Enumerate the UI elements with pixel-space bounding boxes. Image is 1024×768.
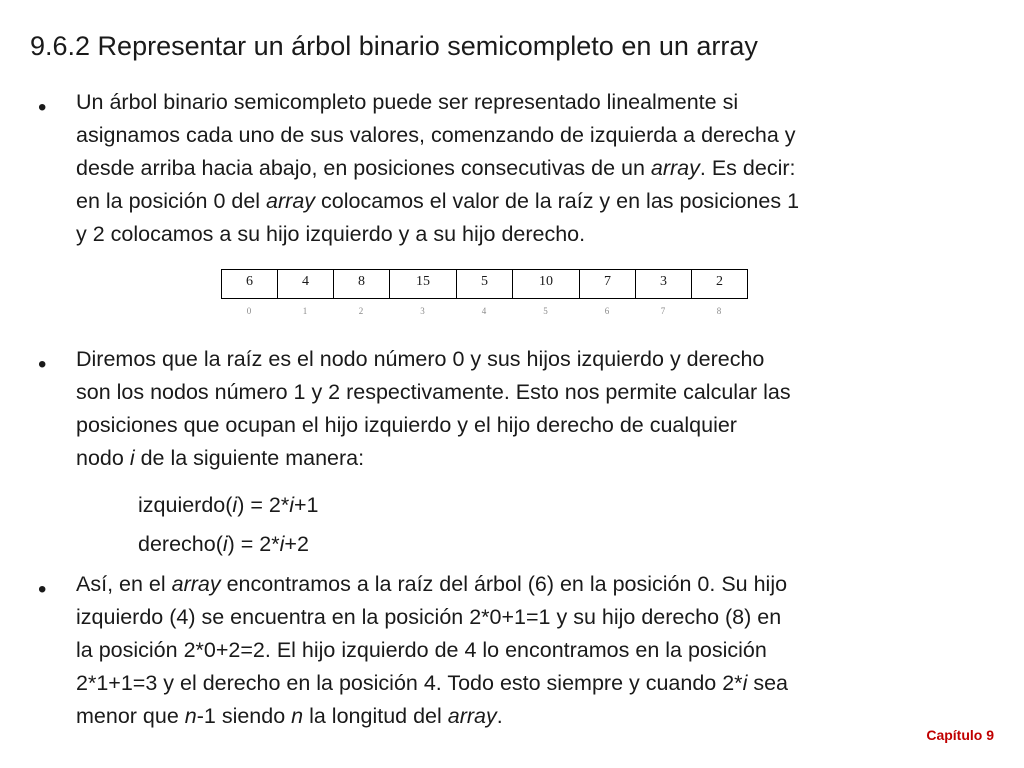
array-index: 1 bbox=[302, 306, 308, 316]
array-index: 7 bbox=[660, 306, 666, 316]
array-cell: 8 bbox=[334, 270, 390, 299]
array-cell: 15 bbox=[390, 270, 457, 299]
bullet-2: • bbox=[38, 351, 47, 378]
slide-title: 9.6.2 Representar un árbol binario semicompleto en un array bbox=[30, 31, 758, 61]
text-line: menor que n-1 siendo n la longitud del array. bbox=[76, 704, 503, 728]
array-cell: 6 bbox=[222, 270, 278, 299]
array-cell: 4 bbox=[278, 270, 334, 299]
array-index: 0 bbox=[246, 306, 252, 316]
text-line: y 2 colocamos a su hijo izquierdo y a su hijo derecho. bbox=[76, 222, 586, 246]
array-index: 4 bbox=[481, 306, 487, 316]
text-line: Diremos que la raíz es el nodo número 0 y sus hijos izquierdo y derecho bbox=[76, 347, 765, 371]
paragraph-1 bbox=[76, 86, 956, 251]
text-line: 2*1+1=3 y el derecho en la posición 4. Todo esto siempre y cuando 2*i sea bbox=[76, 671, 788, 695]
formula-right-child: derecho(i) = 2*i+2 bbox=[138, 532, 309, 556]
array-cell: 3 bbox=[636, 270, 692, 299]
text-line: nodo i de la siguiente manera: bbox=[76, 446, 365, 470]
array-diagram bbox=[221, 269, 748, 299]
array-cell: 10 bbox=[513, 270, 580, 299]
bullet-3: • bbox=[38, 576, 47, 603]
text-line: Un árbol binario semicompleto puede ser representado linealmente si bbox=[76, 90, 739, 114]
bullet-1: • bbox=[38, 94, 47, 121]
array-cell: 2 bbox=[692, 270, 748, 299]
text-line: la posición 2*0+2=2. El hijo izquierdo de 4 lo encontramos en la posición bbox=[76, 638, 767, 662]
text-line: posiciones que ocupan el hijo izquierdo y el hijo derecho de cualquier bbox=[76, 413, 737, 437]
array-cell: 5 bbox=[457, 270, 513, 299]
formula-left-child: izquierdo(i) = 2*i+1 bbox=[138, 493, 319, 517]
paragraph-3 bbox=[76, 568, 956, 733]
text-line: izquierdo (4) se encuentra en la posición 2*0+1=1 y su hijo derecho (8) en bbox=[76, 605, 782, 629]
array-index-row bbox=[221, 306, 747, 316]
paragraph-2 bbox=[76, 343, 956, 475]
text-line: son los nodos número 1 y 2 respectivamente. Esto nos permite calcular las bbox=[76, 380, 791, 404]
array-index: 3 bbox=[420, 306, 425, 316]
text-line: desde arriba hacia abajo, en posiciones consecutivas de un array. Es decir: bbox=[76, 156, 796, 180]
array-index: 6 bbox=[604, 306, 610, 316]
text-line: Así, en el array encontramos a la raíz del árbol (6) en la posición 0. Su hijo bbox=[76, 572, 788, 596]
array-index: 5 bbox=[543, 306, 548, 316]
array-cell: 7 bbox=[580, 270, 636, 299]
array-values-row bbox=[222, 270, 748, 299]
text-line: asignamos cada uno de sus valores, comenzando de izquierda a derecha y bbox=[76, 123, 796, 147]
array-index: 2 bbox=[358, 306, 364, 316]
array-index: 8 bbox=[716, 306, 722, 316]
chapter-label: Capítulo 9 bbox=[926, 727, 994, 743]
text-line: en la posición 0 del array colocamos el valor de la raíz y en las posiciones 1 bbox=[76, 189, 800, 213]
